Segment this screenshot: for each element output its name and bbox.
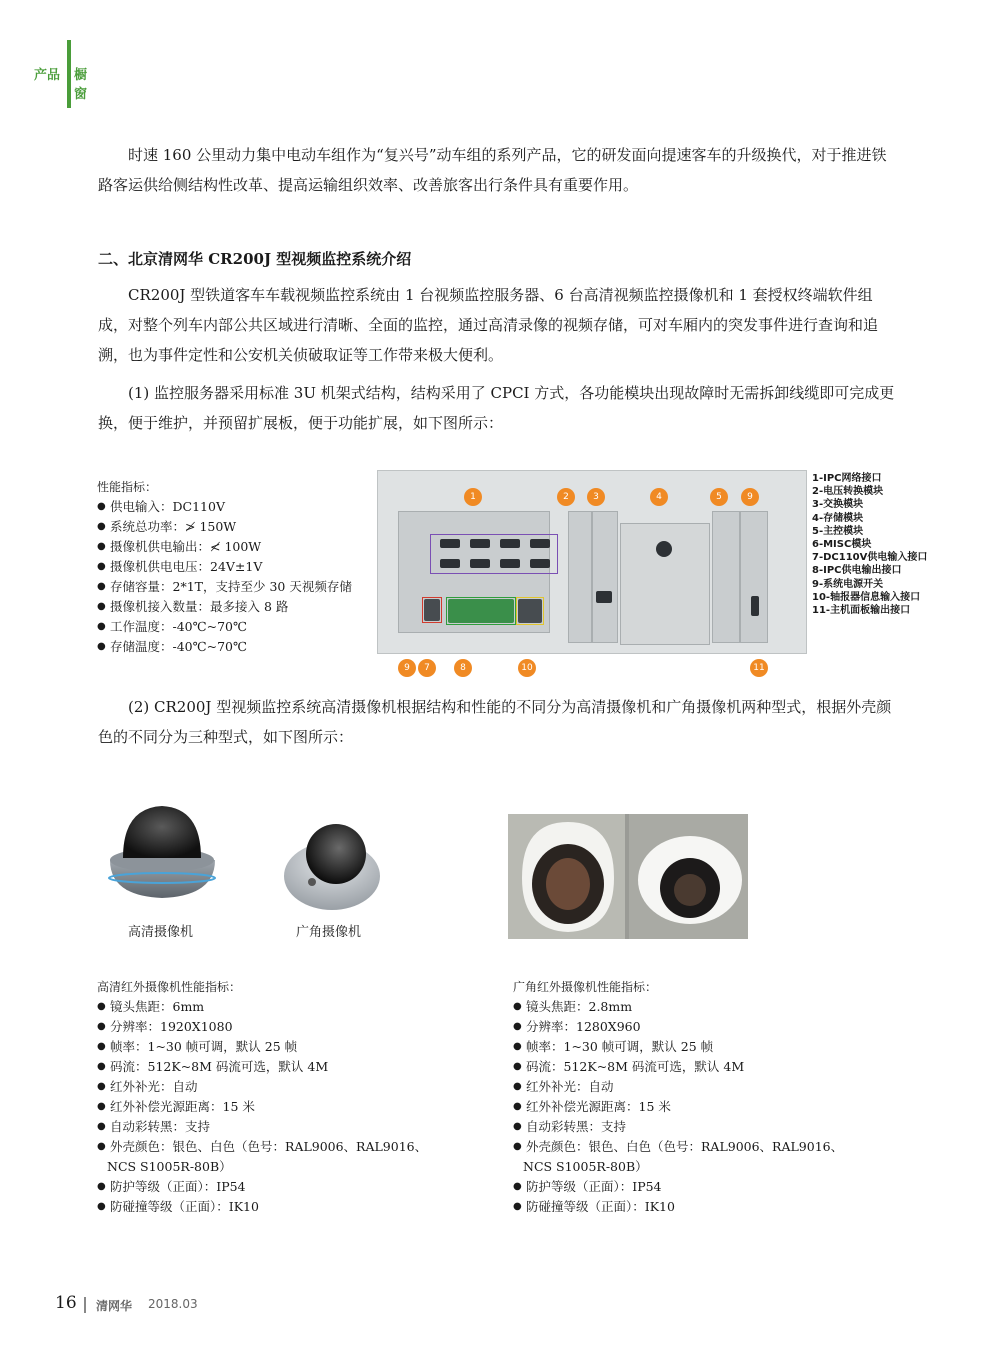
server-legend — [812, 472, 927, 617]
legend-item: 5-主控模块 — [812, 525, 864, 537]
spec-item: ● 自动彩转黑：支持 — [513, 1117, 843, 1137]
callout-marker: 2 — [557, 488, 575, 506]
page-number: 16 — [55, 1293, 77, 1313]
callout-marker: 3 — [587, 488, 605, 506]
spec-item: ● 摄像机供电输出：≮ 100W — [97, 537, 352, 557]
power-input-highlight — [422, 597, 442, 623]
wide-camera-caption: 广角摄像机 — [296, 925, 362, 940]
logo-text-product: 产品 — [34, 68, 61, 83]
legend-item: 9-系统电源开关 — [812, 578, 884, 590]
spec-item: ● 镜头焦距：6mm — [97, 997, 427, 1017]
section-heading: 二、北京清网华 CR200J 型视频监控系统介绍 — [98, 250, 412, 268]
hd-specs-title: 高清红外摄像机性能指标： — [97, 980, 242, 994]
spec-item: ● 存储容量：2*1T，支持至少 30 天视频存储 — [97, 577, 352, 597]
spec-item: ● 分辨率：1920X1080 — [97, 1017, 427, 1037]
spec-item-continuation: NCS S1005R-80B） — [523, 1159, 648, 1174]
spec-item: ● 码流：512K~8M 码流可选，默认 4M — [97, 1057, 427, 1077]
spec-item: ● 防碰撞等级（正面）：IK10 — [513, 1197, 843, 1217]
legend-item: 10-轴报器信息输入接口 — [812, 591, 921, 603]
misc-module — [740, 511, 768, 643]
spec-item: ● 防护等级（正面）：IP54 — [513, 1177, 843, 1197]
panel-output-connector — [751, 596, 759, 616]
spec-item: ● 分辨率：1280X960 — [513, 1017, 843, 1037]
spec-item: ● 供电输入：DC110V — [97, 497, 352, 517]
spec-item: ● 摄像机供电电压：24V±1V — [97, 557, 352, 577]
voltage-module — [568, 511, 592, 643]
white-wide-camera-photo — [636, 824, 744, 928]
spec-item: ● 系统总功率：≯ 150W — [97, 517, 352, 537]
white-camera-photos — [508, 814, 748, 939]
system-intro-paragraph: CR200J 型铁道客车车载视频监控系统由 1 台视频监控服务器、6 台高清视频监控摄像机和 1 套授权终端软件组成，对整个列车内部公共区域进行清晰、全面的监控，通过高清录像的视频存储，可对车厢内的突发事件进行查询和追溯，也为事件定性和公安机关侦破取证等工作带来极大便利。 — [98, 286, 879, 364]
switch-port — [596, 591, 612, 603]
footer-divider — [84, 1297, 86, 1313]
spec-item-continuation: NCS S1005R-80B） — [107, 1159, 232, 1174]
callout-marker: 10 — [518, 659, 536, 677]
spec-item: ● 工作温度：-40℃~70℃ — [97, 617, 352, 637]
intro-paragraph: 时速 160 公里动力集中电动车组作为“复兴号”动车组的系列产品，它的研发面向提速客车的升级换代，对于推进铁路客运供给侧结构性改革、提高运输组织效率、改善旅客出行条件具有重要作用。 — [98, 146, 887, 194]
legend-item: 8-IPC供电输出接口 — [812, 565, 902, 577]
legend-item: 4-存储模块 — [812, 512, 864, 524]
camera-paragraph: (2) CR200J 型视频监控系统高清摄像机根据结构和性能的不同分为高清摄像机和广角摄像机两种型式，根据外壳颜色的不同分为三种型式，如下图所示： — [98, 698, 892, 746]
server-specs — [97, 477, 352, 657]
spec-item: ● 红外补光：自动 — [513, 1077, 843, 1097]
wide-specs-title: 广角红外摄像机性能指标： — [513, 980, 658, 994]
spec-item: ● 摄像机接入数量：最多接入 8 路 — [97, 597, 352, 617]
hd-camera-specs — [97, 977, 427, 1217]
callout-marker: 8 — [454, 659, 472, 677]
switch-module — [592, 511, 618, 643]
legend-item: 3-交换模块 — [812, 499, 864, 511]
spec-item: ● 外壳颜色：银色、白色（色号：RAL9006、RAL9016、 — [97, 1137, 427, 1157]
ipc-power-highlight — [446, 597, 516, 625]
spec-item: ● 红外补光：自动 — [97, 1077, 427, 1097]
spec-item: ● 存储温度：-40℃~70℃ — [97, 637, 352, 657]
spec-item: ● 防碰撞等级（正面）：IK10 — [97, 1197, 427, 1217]
hd-camera-caption: 高清摄像机 — [128, 925, 194, 940]
spec-item: ● 红外补偿光源距离：15 米 — [97, 1097, 427, 1117]
callout-marker: 11 — [750, 659, 768, 677]
spec-item: ● 帧率：1~30 帧可调，默认 25 帧 — [513, 1037, 843, 1057]
callout-marker: 1 — [464, 488, 482, 506]
section-logo — [34, 40, 88, 110]
legend-item: 11-主机面板输出接口 — [812, 605, 911, 617]
storage-lock — [656, 541, 672, 557]
axle-info-highlight — [516, 597, 544, 625]
hd-camera-photo — [105, 800, 220, 905]
server-paragraph: (1) 监控服务器采用标准 3U 机架式结构，结构采用了 CPCI 方式，各功能模块出现故障时无需拆卸线缆即可完成更换，便于维护，并预留扩展板，便于功能扩展，如下图所示： — [98, 384, 895, 432]
footer-brand: 清网华 — [96, 1299, 133, 1313]
legend-item: 1-IPC网络接口 — [812, 473, 882, 484]
spec-item: ● 码流：512K~8M 码流可选，默认 4M — [513, 1057, 843, 1077]
spec-item: ● 红外补偿光源距离：15 米 — [513, 1097, 843, 1117]
callout-marker: 4 — [650, 488, 668, 506]
callout-marker: 9 — [741, 488, 759, 506]
logo-text-showcase: 橱窗 — [74, 68, 88, 102]
wide-camera-photo — [282, 814, 382, 914]
callout-marker: 9 — [398, 659, 416, 677]
callout-marker: 5 — [710, 488, 728, 506]
logo-bar — [67, 40, 71, 108]
wide-camera-specs — [513, 977, 843, 1217]
server-specs-title: 性能指标： — [97, 480, 158, 494]
spec-item: ● 外壳颜色：银色、白色（色号：RAL9006、RAL9016、 — [513, 1137, 843, 1157]
spec-item: ● 镜头焦距：2.8mm — [513, 997, 843, 1017]
legend-item: 7-DC110V供电输入接口 — [812, 552, 928, 564]
legend-item: 6-MISC模块 — [812, 539, 872, 551]
footer-issue: 2018.03 — [148, 1297, 198, 1311]
main-control-module — [712, 511, 740, 643]
callout-marker: 7 — [418, 659, 436, 677]
legend-item: 2-电压转换模块 — [812, 486, 884, 498]
spec-item: ● 自动彩转黑：支持 — [97, 1117, 427, 1137]
spec-item: ● 帧率：1~30 帧可调，默认 25 帧 — [97, 1037, 427, 1057]
ipc-port-highlight — [430, 534, 558, 574]
white-hd-camera-photo — [516, 818, 620, 936]
spec-item: ● 防护等级（正面）：IP54 — [97, 1177, 427, 1197]
